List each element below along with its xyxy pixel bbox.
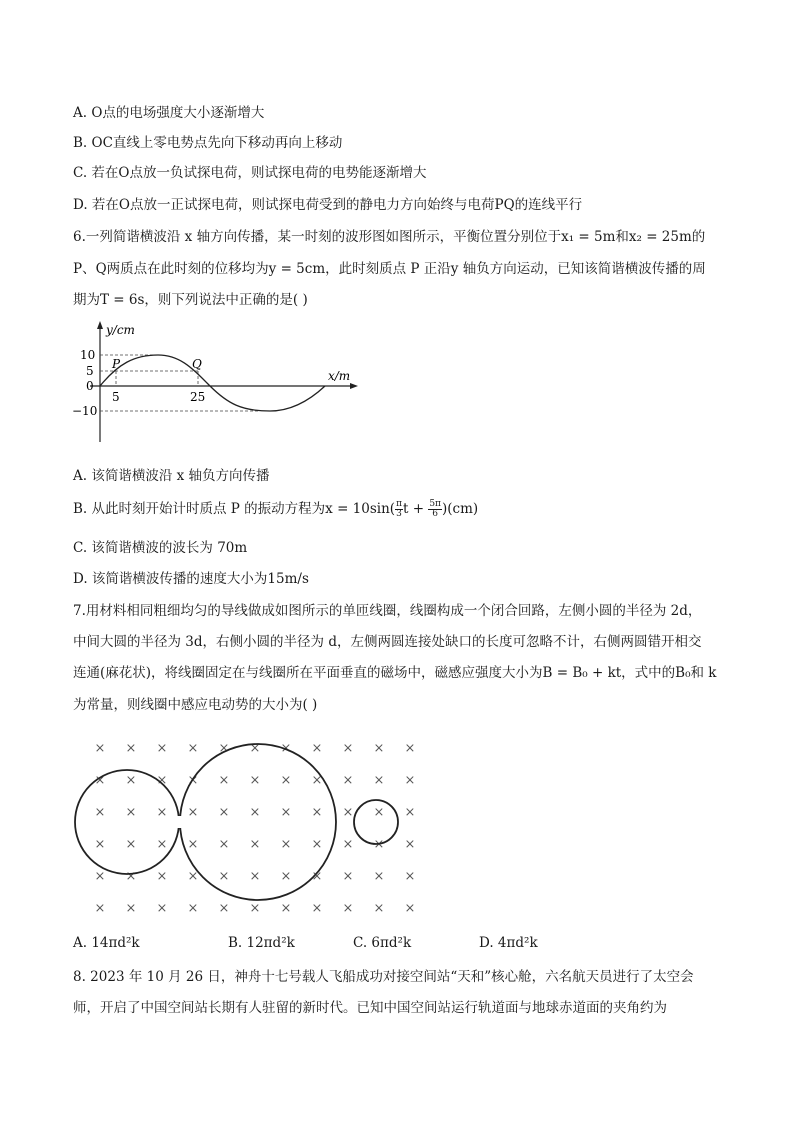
q7-stem-line2: 中间大圆的半径为 3d，右侧小圆的半径为 d，左侧两圆连接处缺口的长度可忽略不计，右侧两圆错开相交 (73, 634, 702, 650)
field-cross-icon: × (280, 869, 292, 884)
field-cross-icon: × (373, 773, 385, 788)
field-cross-icon: × (125, 837, 137, 852)
field-cross-icon: × (187, 773, 199, 788)
fraction-pi-over-3 (395, 500, 403, 519)
field-cross-icon: × (125, 901, 137, 916)
field-cross-icon: × (373, 805, 385, 820)
field-cross-icon: × (156, 805, 168, 820)
field-cross-icon: × (280, 773, 292, 788)
field-cross-icon: × (187, 837, 199, 852)
q7-option-b: B. 12πd²k (228, 935, 295, 951)
field-cross-icon: × (280, 805, 292, 820)
field-cross-icon: × (125, 805, 137, 820)
field-cross-icon: × (404, 869, 416, 884)
point-q-label: Q (192, 357, 202, 371)
field-cross-icon: × (404, 741, 416, 756)
q6-option-b-suffix: )(cm) (441, 501, 479, 517)
field-cross-icon: × (249, 901, 261, 916)
q5-option-a: A. O点的电场强度大小逐渐增大 (73, 105, 265, 121)
q5-option-c: C. 若在O点放一负试探电荷，则试探电荷的电势能逐渐增大 (73, 165, 427, 181)
q7-option-c: C. 6πd²k (353, 935, 412, 951)
q6-stem-line1: 6.一列简谐横波沿 x 轴方向传播，某一时刻的波形图如图所示，平衡位置分别位于x₁ = 5m和x₂ = 25m的 (73, 229, 706, 245)
q6-option-d: D. 该简谐横波传播的速度大小为15m/s (73, 571, 309, 587)
field-cross-icon: × (218, 773, 230, 788)
x-tick-5: 5 (112, 390, 120, 404)
field-cross-icon: × (94, 773, 106, 788)
fraction-numerator: π (396, 499, 402, 509)
field-cross-icon: × (249, 773, 261, 788)
q7-stem-line1: 7.用材料相同粗细均匀的导线做成如图所示的单匝线圈，线圈构成一个闭合回路，左侧小圆的半径为 2d， (73, 603, 702, 619)
y-tick-5: 5 (86, 364, 94, 378)
q6-stem-line2: P、Q两质点在此时刻的位移均为y = 5cm，此时刻质点 P 正沿y 轴负方向运动，已知该简谐横波传播的周 (73, 261, 706, 277)
q8-stem-line2: 师，开启了中国空间站长期有人驻留的新时代。已知中国空间站运行轨道面与地球赤道面的夹角约为 (73, 1000, 667, 1016)
q6-option-b-prefix: B. 从此时刻开始计时质点 P 的振动方程为x = 10sin( (73, 501, 396, 517)
field-cross-icon: × (218, 869, 230, 884)
q6-wave-graph (70, 318, 370, 446)
fraction-denominator: 6 (432, 509, 438, 519)
q6-option-c: C. 该简谐横波的波长为 70m (73, 540, 248, 556)
field-cross-icon: × (404, 837, 416, 852)
field-cross-icon: × (280, 901, 292, 916)
fraction-5pi-over-6 (428, 500, 442, 519)
field-cross-icon: × (249, 837, 261, 852)
field-cross-icon: × (311, 773, 323, 788)
field-cross-icon: × (187, 741, 199, 756)
x-tick-25: 25 (190, 390, 206, 404)
field-cross-icon: × (218, 741, 230, 756)
y-tick-0: 0 (86, 379, 94, 393)
field-cross-icon: × (342, 741, 354, 756)
q8-stem-line1: 8. 2023 年 10 月 26 日，神舟十七号载人飞船成功对接空间站“天和”核心舱，六名航天员进行了太空会 (73, 969, 694, 985)
field-cross-icon: × (218, 805, 230, 820)
field-cross-icon: × (94, 805, 106, 820)
field-cross-icon: × (156, 837, 168, 852)
q7-stem-line4: 为常量，则线圈中感应电动势的大小为( ) (73, 697, 318, 713)
field-cross-icon: × (373, 837, 385, 852)
field-cross-icon: × (342, 901, 354, 916)
field-cross-icon: × (342, 773, 354, 788)
field-cross-icon: × (373, 869, 385, 884)
field-cross-icon: × (280, 741, 292, 756)
field-cross-icon: × (94, 837, 106, 852)
x-axis-label: x/m (328, 369, 351, 383)
fraction-numerator: 5π (429, 499, 441, 509)
q7-stem-line3: 连通(麻花状)，将线圈固定在与线圈所在平面垂直的磁场中，磁感应强度大小为B = B₀ + kt，式中的B₀和 k (73, 665, 717, 681)
field-cross-icon: × (187, 901, 199, 916)
field-cross-icon: × (404, 805, 416, 820)
field-cross-icon: × (249, 869, 261, 884)
field-cross-icon: × (373, 901, 385, 916)
q5-option-d: D. 若在O点放一正试探电荷，则试探电荷受到的静电力方向始终与电荷PQ的连线平行 (73, 197, 583, 213)
q7-option-d: D. 4πd²k (479, 935, 538, 951)
field-cross-icon: × (342, 805, 354, 820)
y-tick-neg10: −10 (72, 404, 98, 418)
q5-option-b: B. OC直线上零电势点先向下移动再向上移动 (73, 135, 343, 151)
q6-option-b (73, 500, 478, 519)
field-cross-icon: × (94, 901, 106, 916)
field-cross-icon: × (187, 869, 199, 884)
q6-option-a: A. 该简谐横波沿 x 轴负方向传播 (73, 468, 270, 484)
field-cross-icon: × (187, 805, 199, 820)
y-tick-10: 10 (80, 348, 96, 362)
field-cross-icon: × (404, 773, 416, 788)
q7-option-a: A. 14πd²k (73, 935, 140, 951)
field-cross-icon: × (94, 869, 106, 884)
field-cross-icon: × (280, 837, 292, 852)
field-cross-icon: × (156, 773, 168, 788)
field-cross-icon: × (125, 741, 137, 756)
field-cross-icon: × (342, 837, 354, 852)
field-cross-icon: × (125, 869, 137, 884)
field-cross-icon: × (311, 869, 323, 884)
y-axis-label: y/cm (106, 323, 135, 337)
field-cross-icon: × (94, 741, 106, 756)
field-cross-icon: × (156, 901, 168, 916)
field-cross-icon: × (373, 741, 385, 756)
field-cross-icon: × (218, 901, 230, 916)
field-cross-icon: × (156, 869, 168, 884)
point-p-label: P (112, 357, 121, 371)
q6-option-b-mid: t + (402, 501, 429, 517)
fraction-denominator: 3 (396, 509, 402, 519)
field-cross-icon: × (249, 741, 261, 756)
field-cross-icon: × (218, 837, 230, 852)
field-cross-icon: × (342, 869, 354, 884)
field-cross-icon: × (404, 901, 416, 916)
field-cross-icon: × (125, 773, 137, 788)
field-cross-icon: × (249, 805, 261, 820)
field-cross-icon: × (311, 805, 323, 820)
field-cross-icon: × (311, 901, 323, 916)
q7-coil-diagram (72, 730, 417, 920)
field-cross-icon: × (311, 741, 323, 756)
field-cross-icon: × (156, 741, 168, 756)
q6-stem-line3: 期为T = 6s，则下列说法中正确的是( ) (73, 292, 308, 308)
field-cross-icon: × (311, 837, 323, 852)
